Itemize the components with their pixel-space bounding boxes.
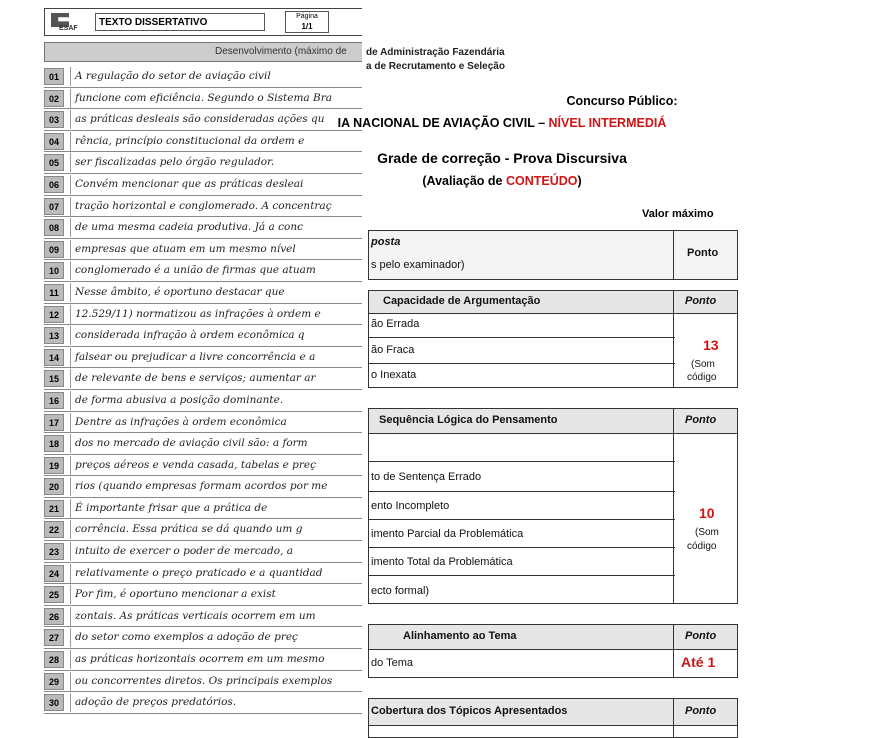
page-label: Página (296, 13, 318, 20)
answer-line (44, 476, 374, 498)
handwritten-text: de uma mesma cadeia produtiva. Já a conc (70, 218, 374, 237)
sheet-title: TEXTO DISSERTATIVO (95, 13, 265, 31)
line-number: 04 (44, 133, 64, 150)
answer-line (44, 368, 374, 390)
answer-line (44, 304, 374, 326)
section-2-row-1: to de Sentença Errado (371, 471, 482, 483)
line-number: 17 (44, 414, 64, 431)
section-argumentation (368, 290, 738, 388)
valor-maximo-label: Valor máximo (642, 208, 714, 220)
handwritten-text: rência, princípio constitucional da ordem e (70, 132, 374, 151)
line-number: 26 (44, 608, 64, 625)
section-2-row-2: ento Incompleto (371, 500, 450, 512)
line-number: 19 (44, 457, 64, 474)
section-2-points-label: Ponto (685, 414, 717, 426)
handwritten-text: corrência. Essa prática se dá quando um g (70, 520, 374, 539)
section-1-title: Capacidade de Argumentação (383, 295, 541, 307)
handwritten-text: preços aéreos e venda casada, tabelas e preç (70, 456, 374, 475)
section-sequence (368, 408, 738, 604)
esaf-logo-label: ESAF (59, 25, 78, 32)
section-1-note-1: (Som (691, 359, 715, 370)
section-alignment (368, 624, 738, 678)
handwritten-text: falsear ou prejudicar a livre concorrência e a (70, 348, 374, 367)
handwritten-text: Dentre as infrações à ordem econômica (70, 413, 374, 432)
answer-line (44, 217, 374, 239)
handwritten-text: rios (quando empresas formam acordos por me (70, 477, 374, 496)
answer-line (44, 325, 374, 347)
section-1-row-3: o Inexata (371, 369, 417, 381)
line-number: 20 (44, 478, 64, 495)
grading-sheet (337, 0, 728, 728)
handwritten-text: Nesse âmbito, é oportuno destacar que (70, 283, 374, 302)
line-number: 08 (44, 219, 64, 236)
answer-sheet (0, 0, 362, 728)
handwritten-text: do setor como exemplos a adoção de preç (70, 628, 374, 647)
handwritten-text: dos no mercado de aviação civil são: a form (70, 434, 374, 453)
answer-line (44, 347, 374, 369)
handwritten-text: empresas que atuam em um mesmo nível (70, 240, 374, 259)
line-number: 03 (44, 111, 64, 128)
line-number: 25 (44, 586, 64, 603)
header-col1: posta (371, 236, 401, 248)
handwritten-text: as práticas horizontais ocorrem em um mesmo (70, 650, 374, 669)
line-number: 13 (44, 327, 64, 344)
eval-suffix: ) (577, 174, 582, 188)
section-1-score: 13 (703, 337, 719, 353)
handwritten-text: A regulação do setor de aviação civil (70, 67, 374, 86)
development-header: Desenvolvimento (máximo de (44, 42, 364, 62)
handwritten-text: adoção de preços predatórios. (70, 693, 374, 712)
line-number: 09 (44, 241, 64, 258)
section-2-row-5: ecto formal) (371, 585, 430, 597)
handwritten-text: funcione com eficiência. Segundo o Sistema Bra (70, 89, 374, 108)
header-col1-sub: s pelo examinador) (371, 259, 465, 271)
line-number: 14 (44, 349, 64, 366)
answer-line (44, 563, 374, 585)
line-number: 21 (44, 500, 64, 517)
answer-line (44, 671, 374, 693)
answer-line (44, 412, 374, 434)
answer-line (44, 455, 374, 477)
organization-header (366, 46, 505, 74)
line-number: 02 (44, 90, 64, 107)
line-number: 27 (44, 629, 64, 646)
grade-title: Grade de correção - Prova Discursiva (377, 150, 627, 166)
line-number: 29 (44, 673, 64, 690)
section-1-points-label: Ponto (685, 295, 717, 307)
answer-line (44, 584, 374, 606)
answer-line (44, 390, 374, 412)
section-3-title: Alinhamento ao Tema (403, 630, 517, 642)
line-number: 15 (44, 370, 64, 387)
section-1-note-2: código (687, 372, 717, 383)
page-indicator (285, 11, 329, 33)
handwritten-text: Por fim, é oportuno mencionar a exist (70, 585, 374, 604)
concurso-title: Concurso Público: (566, 94, 678, 108)
section-3-score: Até 1 (681, 654, 716, 670)
handwritten-text: É importante frisar que a prática de (70, 499, 374, 518)
handwritten-text: conglomerado é a união de firmas que atuam (70, 261, 374, 280)
section-2-note-2: código (687, 541, 717, 552)
header-col2: Ponto (687, 247, 719, 259)
sheet-header (44, 8, 364, 36)
level-name: NÍVEL INTERMEDIÁ (548, 116, 667, 130)
agency-name: IA NACIONAL DE AVIAÇÃO CIVIL – (337, 116, 549, 130)
section-coverage (368, 698, 738, 738)
section-2-title: Sequência Lógica do Pensamento (379, 414, 558, 426)
handwritten-text: Convém mencionar que as práticas desleai (70, 175, 374, 194)
answer-line (44, 519, 374, 541)
section-1-row-2: ão Fraca (371, 344, 415, 356)
page-value: 1/1 (301, 22, 313, 31)
line-number: 01 (44, 68, 64, 85)
section-2-note-1: (Som (695, 527, 719, 538)
org-line-1: de Administração Fazendária (366, 47, 505, 58)
evaluation-type (242, 174, 762, 188)
answer-line (44, 498, 374, 520)
section-1-row-1: ão Errada (371, 318, 420, 330)
line-number: 18 (44, 435, 64, 452)
line-number: 22 (44, 521, 64, 538)
eval-prefix: (Avaliação de (422, 174, 506, 188)
section-2-row-3: imento Parcial da Problemática (371, 528, 524, 540)
answer-line (44, 196, 374, 218)
line-number: 30 (44, 694, 64, 711)
handwritten-text: tração horizontal e conglomerado. A concentraç (70, 197, 374, 216)
section-4-title: Cobertura dos Tópicos Apresentados (371, 705, 568, 717)
line-number: 24 (44, 565, 64, 582)
answer-line (44, 606, 374, 628)
eval-word: CONTEÚDO (505, 174, 578, 188)
answer-line (44, 692, 374, 714)
org-line-2: a de Recrutamento e Seleção (366, 61, 505, 72)
answer-line (44, 239, 374, 261)
line-number: 16 (44, 392, 64, 409)
answer-line (44, 282, 374, 304)
answer-line (44, 649, 374, 671)
handwritten-text: ser fiscalizadas pelo órgão regulador. (70, 153, 374, 172)
esaf-logo (47, 13, 91, 35)
line-number: 10 (44, 262, 64, 279)
section-4-points-label: Ponto (685, 705, 717, 717)
handwritten-text: intuito de exercer o poder de mercado, a (70, 542, 374, 561)
line-number: 11 (44, 284, 64, 301)
line-number: 06 (44, 176, 64, 193)
handwritten-text: zontais. As práticas verticais ocorrem em um (70, 607, 374, 626)
header-table (368, 230, 738, 280)
answer-line (44, 260, 374, 282)
handwritten-text: relativamente o preço praticado e a quantidad (70, 564, 374, 583)
section-2-row-4: imento Total da Problemática (371, 556, 513, 568)
section-3-row: do Tema (371, 657, 413, 669)
handwritten-text: de forma abusiva a posição dominante. (70, 391, 374, 410)
agency-title (242, 116, 762, 130)
answer-line (44, 88, 374, 110)
handwritten-text: de relevante de bens e serviços; aumentar ar (70, 369, 374, 388)
handwritten-text: 12.529/11) normatizou as infrações à ordem e (70, 305, 374, 324)
line-number: 05 (44, 154, 64, 171)
line-number: 28 (44, 651, 64, 668)
handwritten-text: ou concorrentes diretos. Os principais exemplos (70, 672, 374, 691)
answer-line (44, 66, 374, 88)
section-2-score: 10 (699, 505, 715, 521)
line-number: 12 (44, 306, 64, 323)
handwritten-text: as práticas desleais são consideradas ações qu (70, 110, 374, 129)
section-3-points-label: Ponto (685, 630, 717, 642)
line-number: 07 (44, 198, 64, 215)
answer-line (44, 627, 374, 649)
answer-line (44, 433, 374, 455)
line-number: 23 (44, 543, 64, 560)
handwritten-text: considerada infração à ordem econômica q (70, 326, 374, 345)
answer-line (44, 541, 374, 563)
